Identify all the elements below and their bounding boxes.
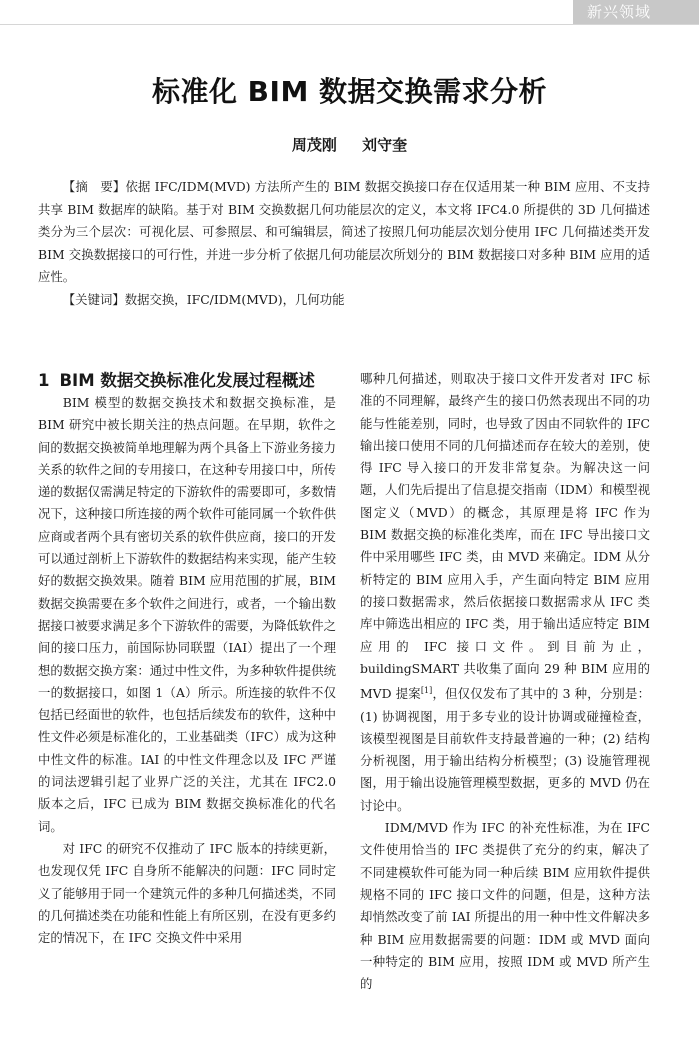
- keywords-text: 数据交换，IFC/IDM(MVD)，几何功能: [124, 291, 345, 307]
- abstract-block: [38, 176, 650, 311]
- header-divider: [0, 24, 699, 25]
- right-column: [360, 368, 650, 995]
- author-name: 周茂刚: [291, 136, 337, 154]
- keywords-paragraph: [38, 289, 650, 312]
- author-name: 刘守奎: [362, 136, 408, 154]
- abstract-paragraph: [38, 176, 650, 289]
- body-paragraph: 对 IFC 的研究不仅推动了 IFC 版本的持续更新，也发现仅凭 IFC 自身所不能解决的问题：IFC 同时定义了能够用于同一个建筑元件的多种几何描述类，不同的几何描述类在功能和性能上有所区别，在没有更多约定的情况下，在 IFC 交换文件中采用: [38, 840, 336, 946]
- body-paragraph: [360, 368, 650, 817]
- section-heading: [38, 368, 336, 394]
- left-column: [38, 368, 336, 949]
- keywords-label: 【关键词】: [62, 291, 125, 307]
- abstract-text: 依据 IFC/IDM(MVD) 方法所产生的 BIM 数据交换接口存在仅适用某一种 BIM 应用、不支持共享 BIM 数据库的缺陷。基于对 BIM 交换数据几何功能层次的定义，本文将 IFC4.0 所提供的 3D 几何描述类分为三个层次：可视化层、可参照层、和可编辑层，简述了按照几何功能层次划分使用 IFC 几何描述类开发 BIM 交换数据接口的可行性，并进一步分析了依据几何功能层次所划分的 BIM 数据接口对多种 BIM 应用的适应性。: [38, 179, 651, 284]
- article-title: 标准化 BIM 数据交换需求分析: [151, 75, 548, 108]
- body-text: ，但仅仅发布了其中的 3 种，分别是：(1) 协调视图，用于多专业的设计协调或碰撞检查，该模型视图是目前软件支持最普遍的一种；(2) 结构分析视图，用于输出结构分析模型；(3) 设施管理视图，用于输出设施管理模型数据，更多的 MVD 仍在讨论中。: [360, 686, 650, 813]
- column-tag: 新兴领域: [573, 0, 699, 24]
- author-list: [0, 134, 699, 155]
- body-paragraph: BIM 模型的数据交换技术和数据交换标准，是 BIM 研究中被长期关注的热点问题。在早期，软件之间的数据交换被简单地理解为两个具备上下游业务接力关系的软件之间的专用接口，在这种专用接口中，所传递的数据仅需满足特定的下游软件的需要即可，多数情况下，这种接口所连接的两个软件可能同属一个软件供应商或者两个具有密切关系的软件供应商，接口的开发可以通过剖析上下游软件的数据结构来实现，能产生较好的数据交换效果。随着 BIM 应用范围的扩展，BIM 数据交换需要在多个软件之间进行，或者，一个输出数据接口被要求满足多个下游软件的需要，为降低软件之间的接口压力，前国际协同联盟（IAI）提出了一个理想的数据交换方案：通过中性文件，为多种软件提供统一的数据接口，如图 1（A）所示。所连接的软件不仅包括已经面世的软件，也包括后续发布的软件，这种中性文件必须是标准化的，工业基础类（IFC）成为这种中性文件的标准。IAI 的中性文件理念以及 IFC 严谨的词法逻辑引起了业界广泛的关注，尤其在 IFC2.0 版本之后，IFC 已成为 BIM 数据交换标准化的代名词。: [38, 395, 336, 834]
- body-text: 哪种几何描述，则取决于接口文件开发者对 IFC 标准的不同理解，最终产生的接口仍然表现出不同的功能与性能差别，同时，也导致了因由不同软件的 IFC 输出接口使用不同的几何描述而存在较大的差别，使得 IFC 导入接口的开发非常复杂。为解决这一问题，人们先后提出了信息提交指南（IDM）和模型视图定义（MVD）的概念，其原理是将 IFC 作为 BIM 数据交换的标准化类库，而在 IFC 导出接口文件中采用哪些 IFC 类，由 MVD 来确定。IDM 从分析特定的 BIM 应用入手，产生面向特定 BIM 应用的接口数据需求，然后依据接口数据需求从 IFC 类库中筛选出相应的 IFC 类，用于输出适应特定 BIM 应用的 IFC 接口文件。到目前为止，buildingSMART 共收集了面向 29 种 BIM 应用的 MVD 提案: [360, 371, 650, 702]
- citation-mark: [1]: [420, 686, 433, 696]
- section-number: 1: [38, 371, 50, 390]
- section-title: BIM 数据交换标准化发展过程概述: [59, 371, 315, 390]
- abstract-label: 【摘 要】: [62, 179, 126, 194]
- body-paragraph: IDM/MVD 作为 IFC 的补充性标准，为在 IFC 文件使用恰当的 IFC 类提供了充分的约束，解决了不同建模软件可能为同一种后续 BIM 应用软件提供规格不同的 IFC 接口文件的问题，但是，这种方法却悄然改变了前 IAI 所提出的用一种中性文件解决多种 BIM 应用数据需要的问题：IDM 或 MVD 面向一种特定的 BIM 应用，按照 IDM 或 MVD 所产生的: [360, 820, 650, 992]
